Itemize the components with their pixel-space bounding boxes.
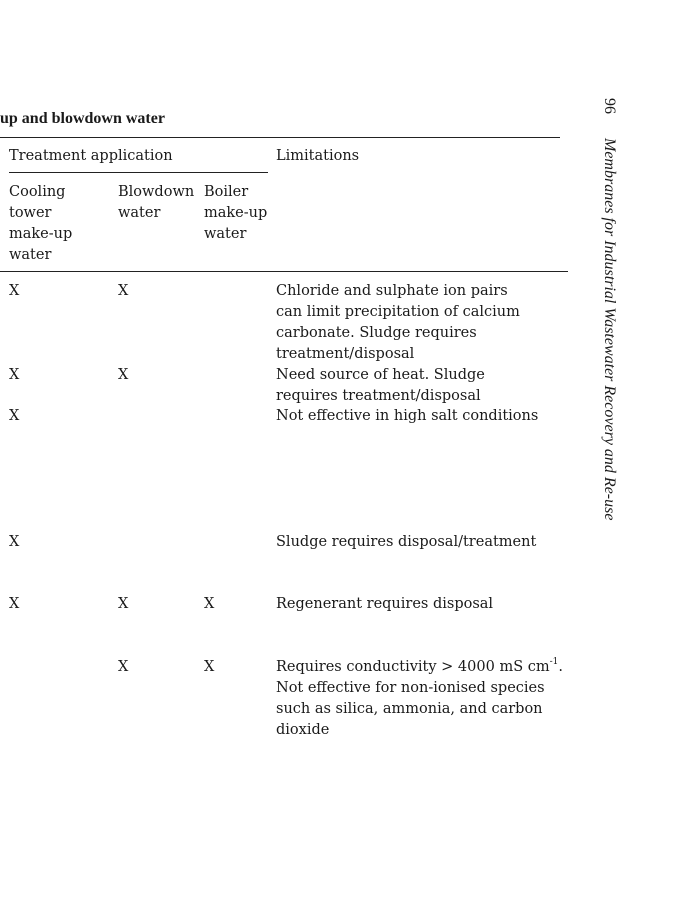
page-number: 96 bbox=[601, 98, 618, 114]
table-title: up and blowdown water bbox=[0, 110, 165, 127]
header-treatment-application: Treatment application bbox=[9, 148, 173, 164]
header-limitations: Limitations bbox=[276, 148, 360, 164]
rule-header-bottom bbox=[0, 271, 568, 272]
book-title: Membranes for Industrial Wastewater Recovery and Re-use bbox=[601, 138, 618, 521]
running-head bbox=[590, 98, 620, 558]
rule-top bbox=[0, 137, 560, 138]
rule-treatment-span bbox=[9, 172, 268, 173]
